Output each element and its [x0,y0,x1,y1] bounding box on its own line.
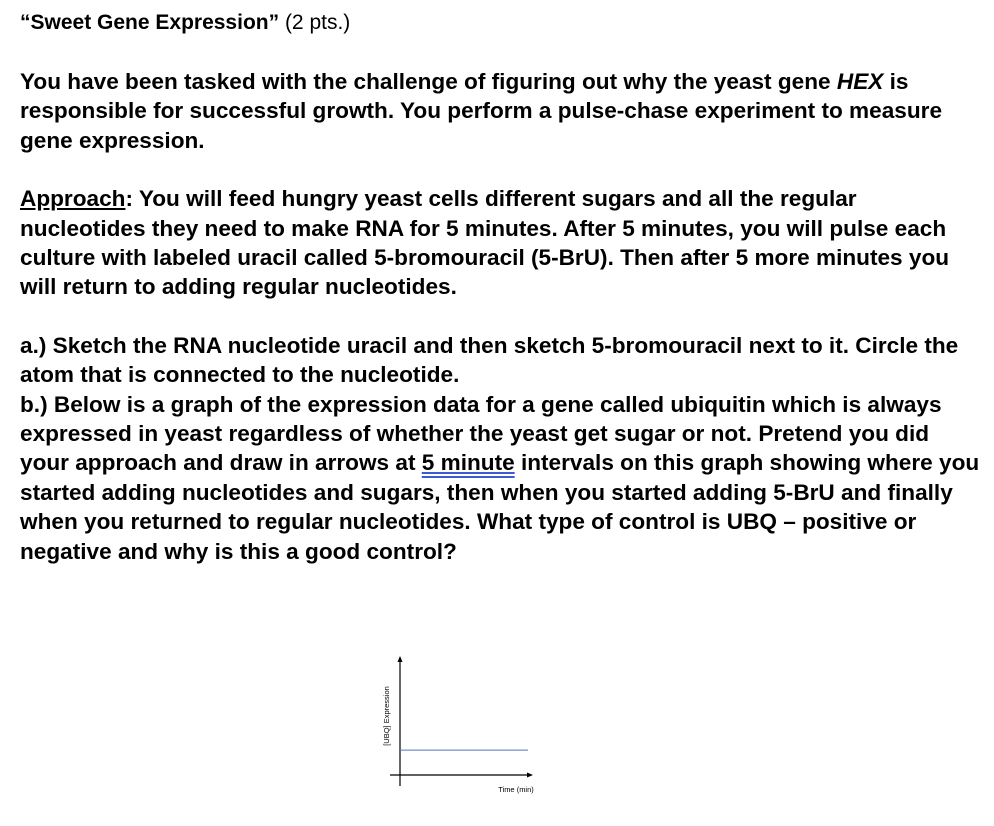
question-b-text-1: b.) Below is a graph of the expression data for a gene called ubiquitin which is always expressed in yeast regardless of whether the yeast get sugar or not. Pretend you did your approach and draw in arrows at [20,391,942,476]
intro-paragraph [20,67,980,155]
question-title [20,8,980,38]
five-minute-highlight: 5 minute [421,450,515,476]
document [20,8,980,566]
title-points: (2 pts.) [279,11,351,34]
question-b-text-2: intervals on this graph showing where you started adding nucleotides and sugars, then when you started adding 5-BrU and finally when you returned to regular nucleotides. What type of control is UBQ – positive or negative and why is this a good control? [20,450,980,564]
question-b [20,390,980,566]
intro-text-2: is responsible for successful growth. You perform a pulse-chase experiment to measure gene expression. [20,69,943,153]
gene-name: HEX [836,69,884,94]
question-a: a.) Sketch the RNA nucleotide uracil and then sketch 5-bromouracil next to it. Circle the atom that is connected to the nucleotide. [20,332,959,388]
intro-text-1: You have been tasked with the challenge of figuring out why the yeast gene [20,69,837,94]
x-axis-arrowhead [527,773,533,778]
ubq-expression-chart [372,652,552,802]
approach-paragraph [20,184,980,302]
y-axis-label: [UBQ] Expression [382,686,391,746]
y-axis-arrowhead [398,656,403,662]
approach-label: Approach [20,186,126,212]
title-name: “Sweet Gene Expression” [20,11,280,34]
approach-text: : You will feed hungry yeast cells different sugars and all the regular nucleotides they need to make RNA for 5 minutes. After 5 minutes, you will pulse each culture with labeled uracil called 5-bromouracil (5-BrU). Then after 5 more minutes you will return to adding regular nucleotides. [20,186,950,300]
x-axis-label: Time (min) [498,785,534,794]
